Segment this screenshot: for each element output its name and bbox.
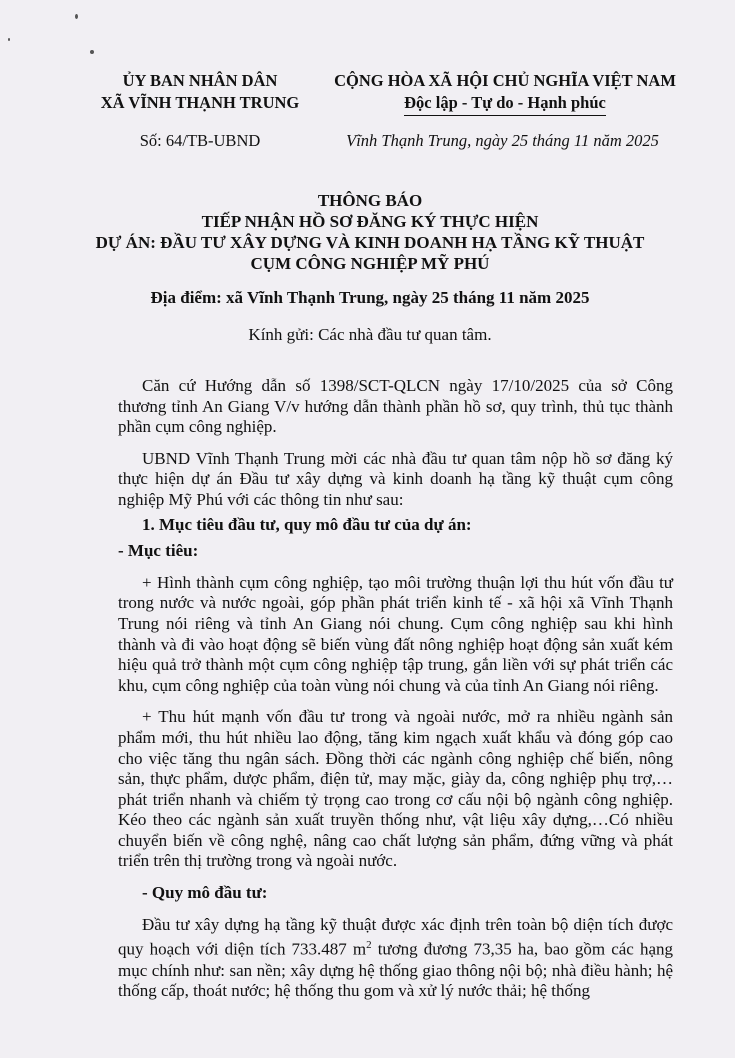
- scale-text-part-2: tương đương 73,35 ha, bao gồm các hạng mục chính như: san nền; xây dựng hệ thống giao thông nội bộ; nhà điều hành; hệ thống cấp, thoát nước; hệ thống thu gom và xử lý nước thải; hệ thống: [118, 939, 673, 1001]
- salutation: Kính gửi: Các nhà đầu tư quan tâm.: [248, 325, 492, 344]
- scan-speck: [90, 50, 94, 54]
- title-line-4: CỤM CÔNG NGHIỆP MỸ PHÚ: [250, 254, 490, 273]
- national-motto: Độc lập - Tự do - Hạnh phúc: [404, 92, 606, 116]
- title-line-3: DỰ ÁN: ĐẦU TƯ XÂY DỰNG VÀ KINH DOANH HẠ TẦNG KỸ THUẬT: [95, 233, 645, 252]
- section-heading-1: 1. Mục tiêu đầu tư, quy mô đầu tư của dự án:: [142, 514, 472, 534]
- authority-line-2: XÃ VĨNH THẠNH TRUNG: [100, 93, 300, 112]
- nation-name: CỘNG HÒA XÃ HỘI CHỦ NGHĨA VIỆT NAM: [334, 71, 676, 90]
- national-heading: [325, 70, 685, 116]
- location-line: Địa điểm: xã Vĩnh Thạnh Trung, ngày 25 tháng 11 năm 2025: [150, 288, 590, 307]
- paragraph-legal-basis: Căn cứ Hướng dẫn số 1398/SCT-QLCN ngày 17/10/2025 của sở Công thương tỉnh An Giang V/v hướng dẫn thành phần hồ sơ, quy trình, thủ tục thành phần cụm công nghiệp.: [118, 376, 673, 437]
- paragraph-scale: [118, 915, 673, 1002]
- document-title: [60, 190, 680, 274]
- subheading-scale: - Quy mô đầu tư:: [142, 883, 268, 903]
- paragraph-invitation: UBND Vĩnh Thạnh Trung mời các nhà đầu tư quan tâm nộp hồ sơ đăng ký thực hiện dự án Đầu tư xây dựng và kinh doanh hạ tầng kỹ thuật cụm công nghiệp Mỹ Phú với các thông tin như sau:: [118, 448, 673, 509]
- scan-speck: [8, 38, 10, 41]
- document-body: [118, 376, 673, 1002]
- issuing-authority: [95, 70, 305, 114]
- paragraph-objective-1: + Hình thành cụm công nghiệp, tạo môi trường thuận lợi thu hút vốn đầu tư trong nước và nước ngoài, góp phần phát triển kinh tế - xã hội xã Vĩnh Thạnh Trung nói riêng và tỉnh An Giang nói chung. Cụm công nghiệp sau khi hình thành và đi vào hoạt động sẽ biến vùng đất nông nghiệp hoạt động sản xuất kém hiệu quả trở thành một cụm công nghiệp tập trung, gắn liền với sự phát triển các khu, cụm công nghiệp của toàn vùng nói chung và của tỉnh An Giang nói riêng.: [118, 572, 673, 695]
- document-number: Số: 64/TB-UBND: [139, 131, 261, 150]
- authority-line-1: ỦY BAN NHÂN DÂN: [122, 71, 278, 90]
- title-line-1: THÔNG BÁO: [317, 191, 423, 210]
- place-and-date: Vĩnh Thạnh Trung, ngày 25 tháng 11 năm 2025: [346, 131, 659, 150]
- title-line-2: TIẾP NHẬN HỒ SƠ ĐĂNG KÝ THỰC HIỆN: [201, 212, 539, 231]
- scale-text-part-1: Đầu tư xây dựng hạ tầng kỹ thuật được xác định trên toàn bộ diện tích được quy hoạch với diện tích 733.487 m: [118, 914, 673, 959]
- paragraph-objective-2: + Thu hút mạnh vốn đầu tư trong và ngoài nước, mở ra nhiều ngành sản phẩm mới, thu hút nhiều lao động, tăng kim ngạch xuất khẩu và đóng góp cao cho việc tăng thu ngân sách. Đồng thời các ngành công nghiệp chế biến, nông sản, thực phẩm, dược phẩm, điện tử, may mặc, giày da, công nghiệp phụ trợ,…phát triển nhanh và chiếm tỷ trọng cao trong cơ cấu nội bộ ngành công nghiệp. Kéo theo các ngành sản xuất truyền thống như, vật liệu xây dựng,…Có nhiều chuyển biến về công nghệ, nâng cao chất lượng sản phẩm, đứng vững và phát triển trên thị trường trong và ngoài nước.: [118, 707, 673, 871]
- scan-speck: [75, 14, 78, 19]
- subheading-objective: - Mục tiêu:: [118, 541, 199, 561]
- area-unit-superscript: 2: [366, 939, 372, 952]
